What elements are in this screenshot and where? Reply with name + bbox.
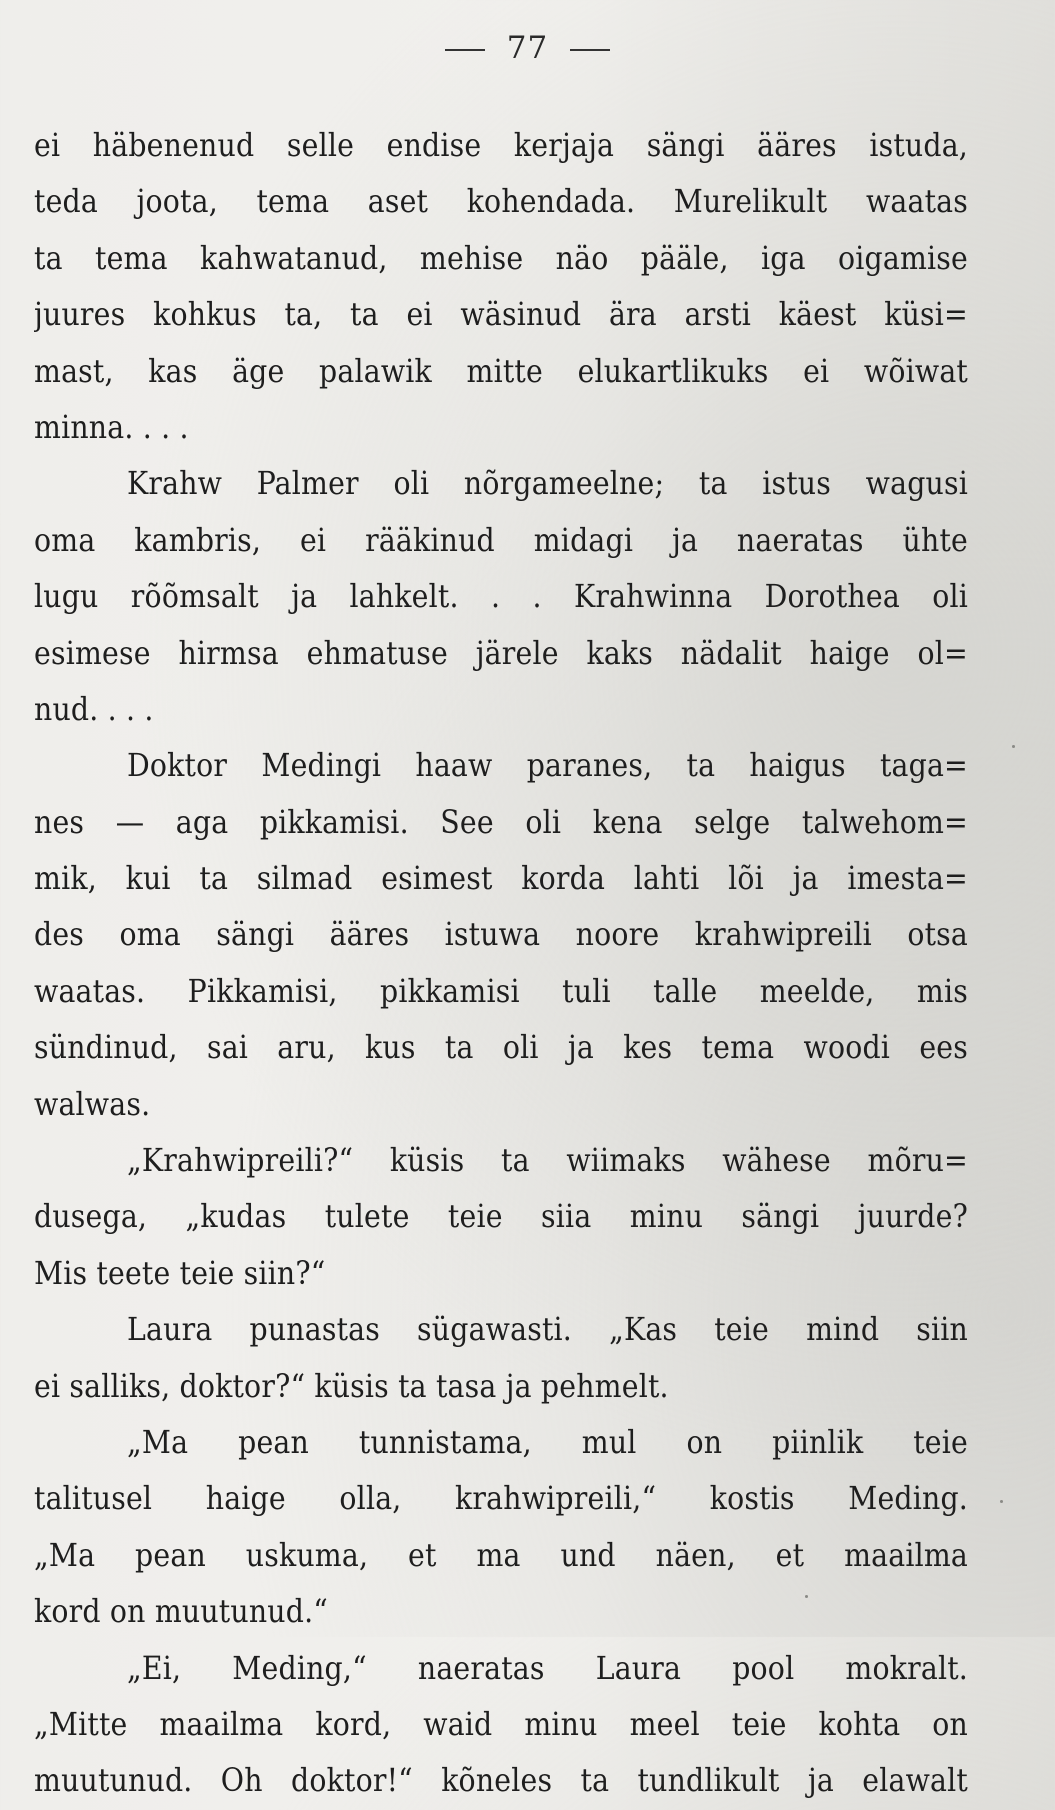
text-line: nes — aga pikkamisi. See oli kena selge talwehom= (34, 804, 968, 841)
page-number (0, 30, 1055, 66)
text-line: „Ma pean uskuma, et ma und näen, et maailma (34, 1537, 968, 1574)
paper-speck (1000, 1500, 1003, 1503)
text-line: des oma sängi ääres istuwa noore krahwipreili otsa (34, 917, 968, 954)
text-line: Krahw Palmer oli nõrgameelne; ta istus wagusi (127, 466, 968, 503)
text-line: dusega, „kudas tulete teie siia minu sängi juurde? (34, 1199, 968, 1236)
paragraph-3 (34, 738, 968, 1133)
text-line: juures kohkus ta, ta ei wäsinud ära arsti käest küsi= (34, 297, 968, 334)
text-line: minna. . . . (34, 409, 189, 446)
page-number-dash-right (570, 49, 610, 51)
text-line: Laura punastas sügawasti. „Kas teie mind siin (127, 1312, 968, 1349)
paragraph-7 (34, 1641, 968, 1810)
text-line: esimese hirmsa ehmatuse järele kaks nädalit haige ol= (34, 635, 968, 672)
text-line: Mis teete teie siin?“ (34, 1255, 326, 1292)
page-number-dash-left (445, 49, 485, 51)
text-line: teda joota, tema aset kohendada. Murelikult waatas (34, 184, 968, 221)
paper-speck (1012, 745, 1015, 748)
text-line: ta tema kahwatanud, mehise näo pääle, iga oigamise (34, 240, 968, 277)
body-text (34, 118, 968, 1810)
text-line: talitusel haige olla, krahwipreili,“ kostis Meding. (34, 1481, 968, 1518)
text-line: muutunud. Oh doktor!“ kõneles ta tundlikult ja elawalt (34, 1763, 968, 1800)
text-line: mast, kas äge palawik mitte elukartlikuks ei wõiwat (34, 353, 968, 390)
paragraph-5 (34, 1302, 968, 1415)
text-line: ei salliks, doktor?“ küsis ta tasa ja pehmelt. (34, 1368, 669, 1405)
text-line: oma kambris, ei rääkinud midagi ja naeratas ühte (34, 522, 968, 559)
text-line: ei häbenenud selle endise kerjaja sängi ääres istuda, (34, 128, 968, 164)
page-number-value: 77 (506, 30, 549, 66)
text-line: walwas. (34, 1086, 151, 1123)
text-line: lugu rõõmsalt ja lahkelt. . . Krahwinna Dorothea oli (34, 579, 968, 616)
text-line: sündinud, sai aru, kus ta oli ja kes tema woodi ees (34, 1030, 968, 1067)
paragraph-4 (34, 1133, 968, 1302)
text-line: „Ma pean tunnistama, mul on piinlik teie (127, 1424, 968, 1461)
text-line: Doktor Medingi haaw paranes, ta haigus taga= (127, 748, 968, 785)
text-line: nud. . . . (34, 691, 154, 728)
text-line: mik, kui ta silmad esimest korda lahti lõi ja imesta= (34, 861, 968, 898)
text-line: „Mitte maailma kord, waid minu meel teie kohta on (34, 1706, 968, 1743)
text-line: „Ei, Meding,“ naeratas Laura pool mokralt. (127, 1650, 968, 1687)
paper-speck (805, 1595, 808, 1598)
paragraph-1 (34, 118, 968, 456)
paragraph-2 (34, 456, 968, 738)
text-line: waatas. Pikkamisi, pikkamisi tuli talle meelde, mis (34, 973, 968, 1010)
paragraph-6 (34, 1415, 968, 1641)
text-line: kord on muutunud.“ (34, 1594, 328, 1631)
text-line: „Krahwipreili?“ küsis ta wiimaks wähese mõru= (127, 1143, 968, 1180)
